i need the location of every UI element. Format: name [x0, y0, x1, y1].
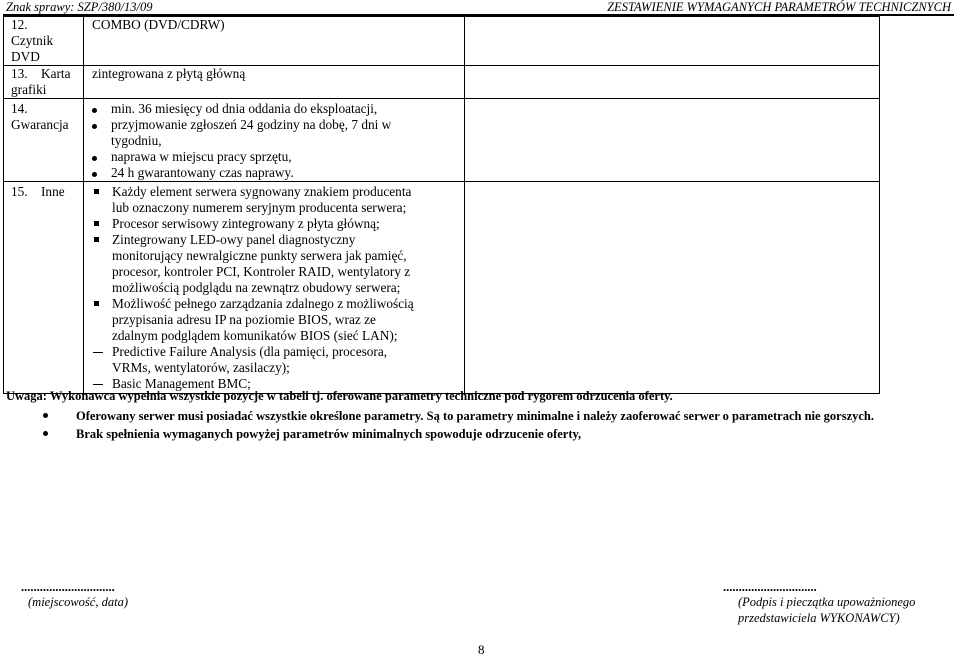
row-number: 13. — [11, 66, 28, 81]
table-row — [4, 17, 880, 66]
place-date-dots: .............................. — [21, 580, 115, 594]
other-requirements-list — [93, 184, 423, 392]
row-value-cell — [84, 99, 465, 182]
list-item: Procesor serwisowy zintegrowany z płyta główną; — [93, 216, 423, 232]
signature-label: (Podpis i pieczątka upoważnionego przedstawiciela WYKONAWCY) — [738, 595, 916, 625]
list-item: Każdy element serwera sygnowany znakiem producenta lub oznaczony numerem seryjnym producenta serwera; — [93, 184, 423, 216]
row-label-cell — [4, 99, 84, 182]
row-number: 15. — [11, 184, 28, 199]
row-name: Inne — [41, 184, 65, 199]
row-value-cell — [84, 182, 465, 394]
list-item: Brak spełnienia wymaganych powyżej parametrów minimalnych spowoduje odrzucenie oferty, — [0, 425, 874, 443]
list-item: Predictive Failure Analysis (dla pamięci, procesora, VRMs, wentylatorów, zasilaczy); — [93, 344, 423, 376]
offered-parameter-cell — [465, 66, 880, 99]
row-number: 12. — [11, 17, 28, 32]
place-date-label: (miejscowość, data) — [28, 595, 128, 609]
list-item: przyjmowanie zgłoszeń 24 godziny na dobę, 7 dni w tygodniu, — [84, 117, 411, 149]
offered-parameter-cell — [465, 182, 880, 394]
note: Uwaga: Wykonawca wypełnia wszystkie pozycje w tabeli tj. oferowane parametry techniczne pod rygorem odrzucenia oferty. — [6, 389, 673, 403]
row-name: Czytnik DVD — [11, 33, 54, 64]
table-row — [4, 182, 880, 394]
list-item: 24 h gwarantowany czas naprawy. — [84, 165, 464, 181]
list-item: Basic Management BMC; — [93, 376, 423, 392]
row-label-cell — [4, 66, 84, 99]
signature-dots: .............................. — [723, 580, 817, 594]
row-value-cell — [84, 66, 465, 99]
document-title: ZESTAWIENIE WYMAGANYCH PARAMETRÓW TECHNICZNYCH — [607, 0, 951, 14]
row-value: zintegrowana z płytą główną — [92, 66, 246, 81]
warranty-list — [84, 101, 464, 181]
table-row — [4, 66, 880, 99]
row-label-cell — [4, 182, 84, 394]
offered-parameter-cell — [465, 99, 880, 182]
row-value-cell — [84, 17, 465, 66]
row-label-cell — [4, 17, 84, 66]
row-name: Gwarancja — [11, 117, 69, 132]
row-value: COMBO (DVD/CDRW) — [92, 17, 225, 32]
requirements-notes — [0, 407, 874, 443]
list-item: Oferowany serwer musi posiadać wszystkie określone parametry. Są to parametry minimalne i należy zaoferować serwer o parametrach nie gorszych. — [0, 407, 874, 425]
list-item: Zintegrowany LED-owy panel diagnostyczny monitorujący newralgiczne punkty serwera jak pamięć, procesor, kontroler PCI, Kontroler RAID, wentylatory z możliwością podglądu na zewnątrz obudowy serwera; — [93, 232, 423, 296]
case-number: Znak sprawy: SZP/380/13/09 — [6, 0, 153, 14]
list-item: naprawa w miejscu pracy sprzętu, — [84, 149, 464, 165]
row-number: 14. — [11, 101, 28, 116]
table-row — [4, 99, 880, 182]
list-item: Możliwość pełnego zarządzania zdalnego z możliwością przypisania adresu IP na poziomie BIOS, wraz ze zdalnym podglądem komunikatów BIOS (sieć LAN); — [93, 296, 423, 344]
page-number: 8 — [478, 642, 485, 657]
row-name: Karta grafiki — [11, 66, 71, 97]
offered-parameter-cell — [465, 17, 880, 66]
parameters-table — [3, 16, 880, 394]
list-item: min. 36 miesięcy od dnia oddania do eksploatacji, — [84, 101, 464, 117]
